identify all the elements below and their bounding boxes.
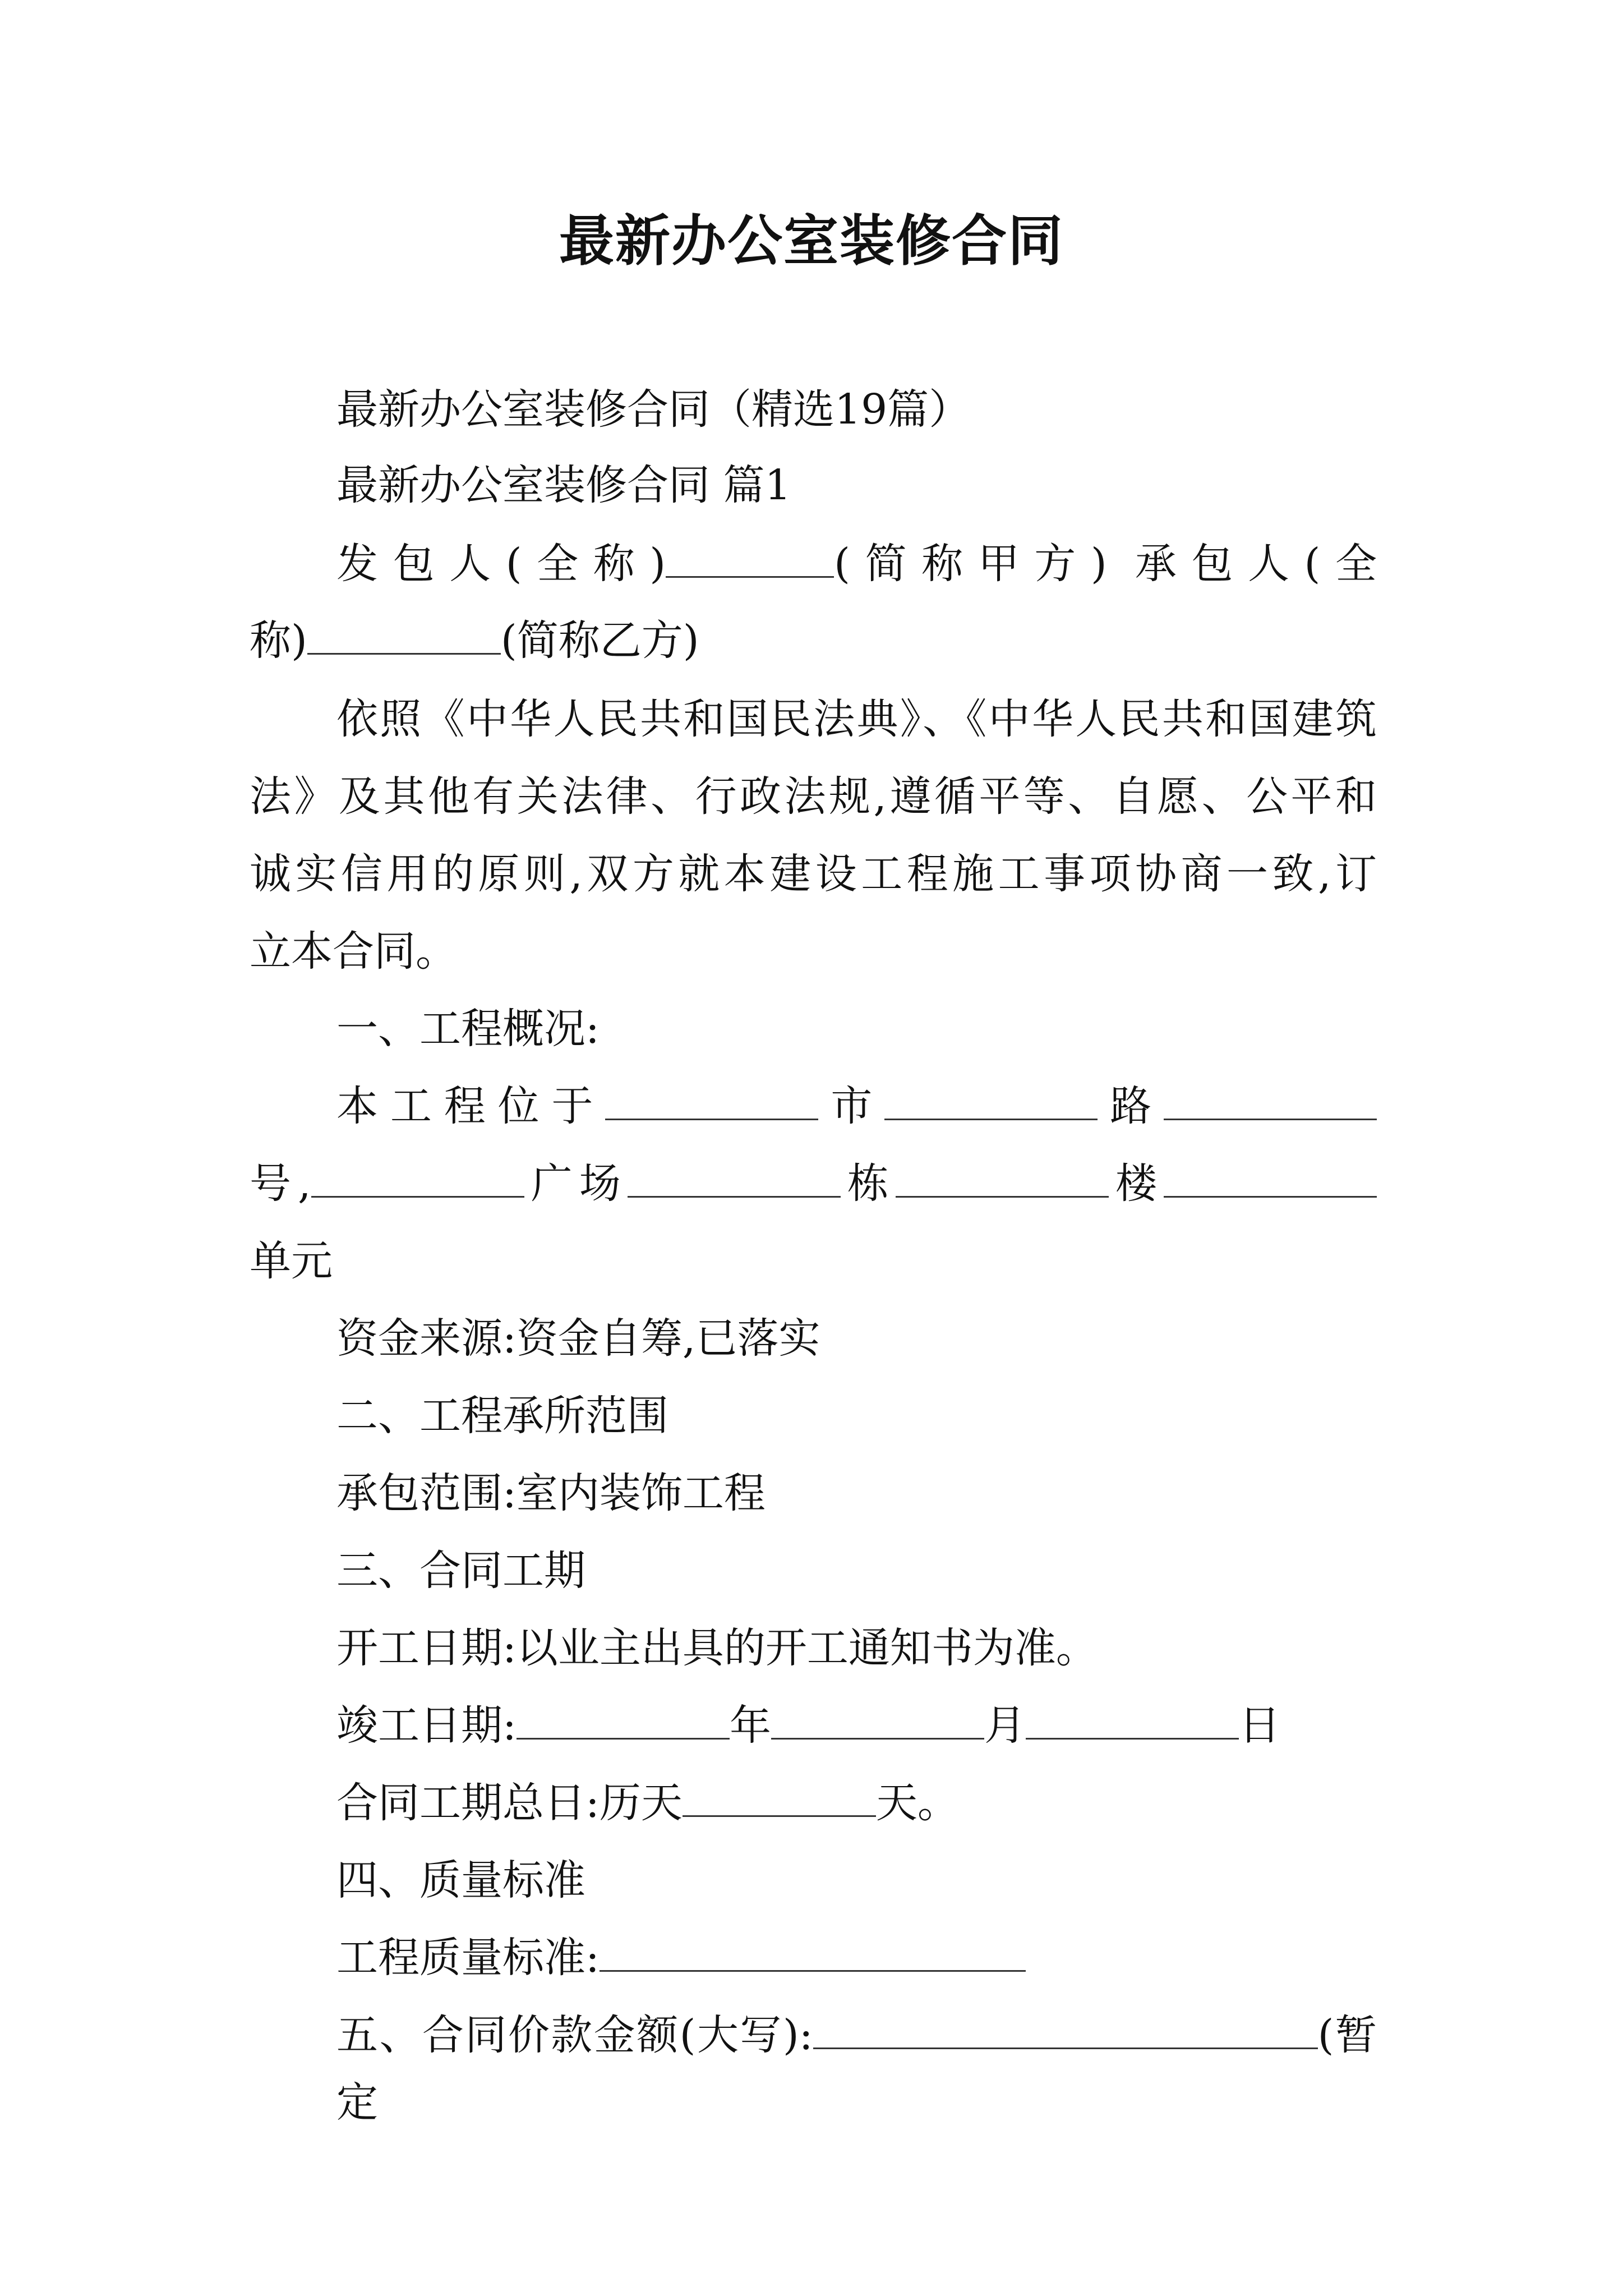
city-blank [605,1078,818,1120]
heading-period: 三、合同工期 [336,1547,585,1595]
contractor-name-blank [307,613,501,655]
heading-overview: 一、工程概况: [336,1005,600,1053]
heading-scope: 二、工程承所范围 [336,1392,668,1440]
day-blank [1026,1697,1239,1740]
fund-source: 资金来源:资金自筹,已落实 [336,1314,820,1363]
year-blank [517,1697,730,1740]
preamble-line-2: 法》及其他有关法律、行政法规,遵循平等、自愿、公平和 [250,772,1377,821]
completion-date-line: 竣工日期: 年 月 日 [250,1692,1377,1759]
number-blank [1164,1078,1377,1120]
unit-blank [1164,1156,1377,1198]
month-blank [771,1697,984,1740]
section-heading-part1: 最新办公室装修合同 篇1 [336,461,791,509]
start-date: 开工日期:以业主出具的开工通知书为准。 [336,1624,1098,1672]
parties-line-2: 称) (简称乙方) [250,607,1377,674]
parties-line-1 [250,530,1377,597]
days-blank [683,1775,876,1817]
plaza-blank [311,1156,524,1198]
building-blank [628,1156,841,1198]
price-blank [813,2007,1318,2049]
subtitle-line: 最新办公室装修合同（精选19篇） [336,385,971,434]
quality-standard-line: 工程质量标准: [250,1924,1377,1991]
quality-blank [600,1930,1026,1972]
floor-blank [896,1156,1109,1198]
preamble-line-3: 诚实信用的原则,双方就本建设工程施工事项协商一致,订 [250,850,1377,898]
location-line-1: 本工程位于 市 路 [250,1073,1377,1140]
heading-quality: 四、质量标准 [336,1856,585,1904]
total-duration-line: 合同工期总日:历天 天。 [250,1769,1377,1837]
contractor-label: (简称甲方) 承包人(全 [834,540,1377,588]
preamble-line-4: 立本合同。 [250,927,457,976]
document-title: 最新办公室装修合同 [559,209,1064,273]
location-line-3: 单元 [250,1237,333,1285]
preamble-line-1: 依照《中华人民共和国民法典》、《中华人民共和国建筑 [336,695,1377,743]
contract-price-line: 五、合同价款金额(大写): (暂定 [250,2001,1377,2136]
employer-name-blank [666,536,834,578]
location-line-2: 号, 广场 栋 楼 [250,1150,1377,1217]
employer-label: 发包人(全称) [336,540,666,588]
road-blank [884,1078,1098,1120]
scope-text: 承包范围:室内装饰工程 [336,1469,766,1517]
